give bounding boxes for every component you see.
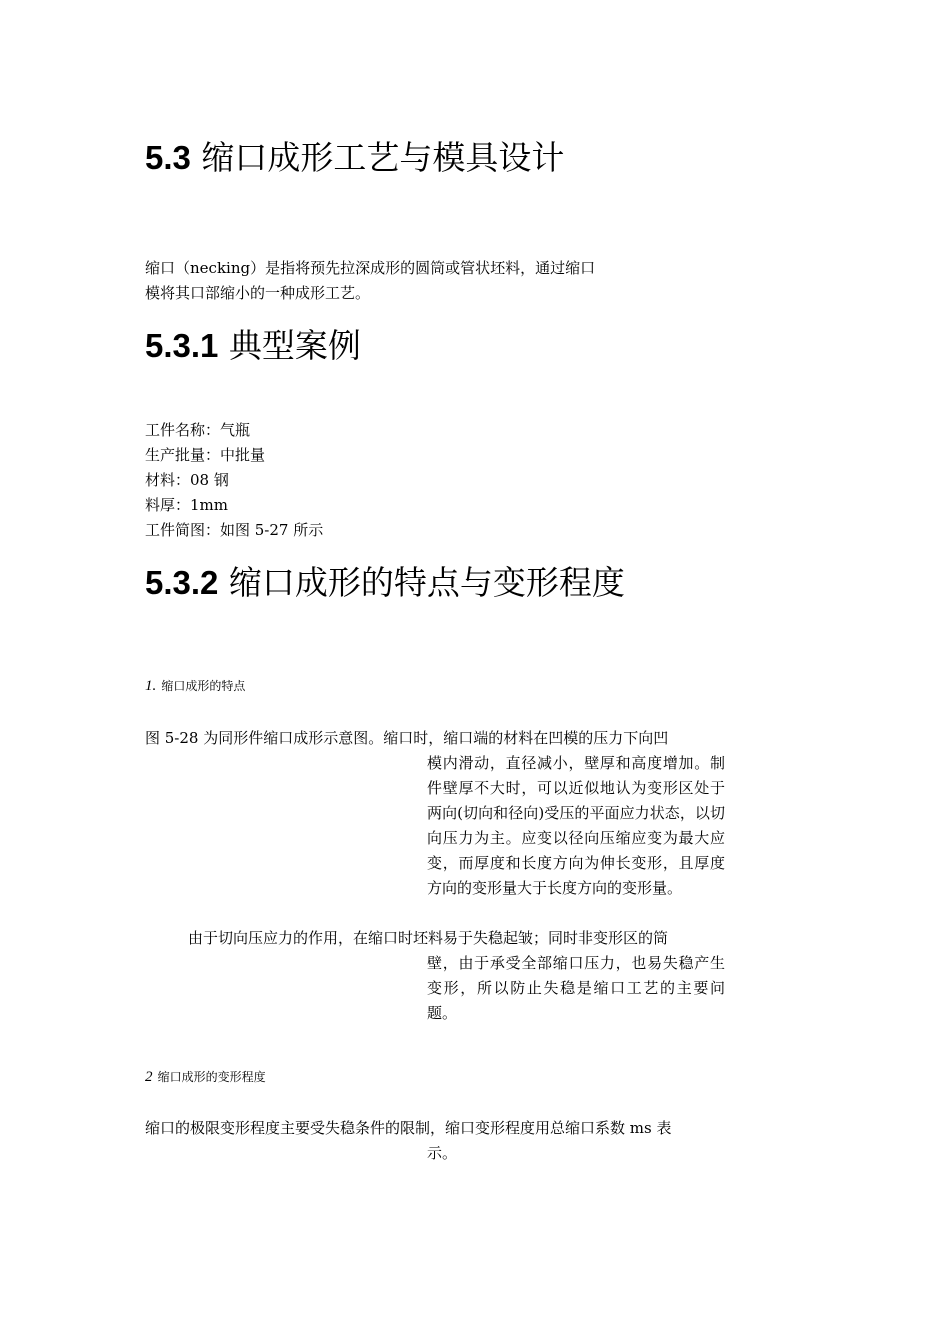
features-title: 缩口成形的特点与变形程度 <box>228 563 625 602</box>
detail-line: 生产批量：中批量 <box>145 446 266 464</box>
section-number: 5.3 <box>145 139 191 176</box>
features-heading <box>145 561 625 605</box>
paragraph-continuation: 壁，由于承受全部缩口压力，也易失稳产生变形，所以防止失稳是缩口工艺的主要问题。 <box>427 954 725 1022</box>
case-number: 5.3.1 <box>145 327 219 364</box>
detail-line: 工件简图：如图 5-27 所示 <box>145 521 324 539</box>
features-number: 5.3.2 <box>145 564 219 601</box>
paragraph-first-line: 图 5-28 为同形件缩口成形示意图。缩口时，缩口端的材料在凹模的压力下向凹 <box>145 729 669 747</box>
paragraph-continuation: 模内滑动，直径减小，壁厚和高度增加。制件壁厚不大时，可以近似地认为变形区处于两向(切向和径向)受压的平面应力状态，以切向压力为主。应变以径向压缩应变为最大应变，而厚度和长度方向为伸长变形，且厚度方向的变形量大于长度方向的变形量。 <box>427 754 725 897</box>
intro-line: 缩口（necking）是指将预先拉深成形的圆筒或管状坯料，通过缩口 <box>145 259 596 277</box>
subsection-index: 2 <box>145 1069 153 1085</box>
detail-line: 材料：08 钢 <box>145 471 229 489</box>
subsection-heading <box>145 675 245 695</box>
detail-line: 工件名称：气瓶 <box>145 421 251 439</box>
subsection-title: 缩口成形的特点 <box>161 679 246 693</box>
intro-line: 模将其口部缩小的一种成形工艺。 <box>145 284 371 302</box>
paragraph-deformation <box>145 1116 725 1166</box>
case-details <box>145 418 725 543</box>
subsection-title: 缩口成形的变形程度 <box>157 1070 266 1084</box>
case-title: 典型案例 <box>228 326 361 365</box>
subsection-heading <box>145 1066 266 1086</box>
case-heading <box>145 324 361 368</box>
section-title: 缩口成形工艺与模具设计 <box>201 138 565 177</box>
paragraph-continuation: 示。 <box>427 1144 458 1162</box>
subsection-index: 1. <box>145 678 157 694</box>
intro-paragraph <box>145 256 725 306</box>
paragraph-characteristics <box>145 726 725 901</box>
paragraph-first-line: 由于切向压应力的作用，在缩口时坯料易于失稳起皱；同时非变形区的筒 <box>188 929 669 947</box>
paragraph-first-line: 缩口的极限变形程度主要受失稳条件的限制，缩口变形程度用总缩口系数 ms 表 <box>145 1119 672 1137</box>
paragraph-instability <box>145 926 725 1026</box>
section-heading <box>145 136 564 180</box>
detail-line: 料厚：1mm <box>145 496 228 514</box>
